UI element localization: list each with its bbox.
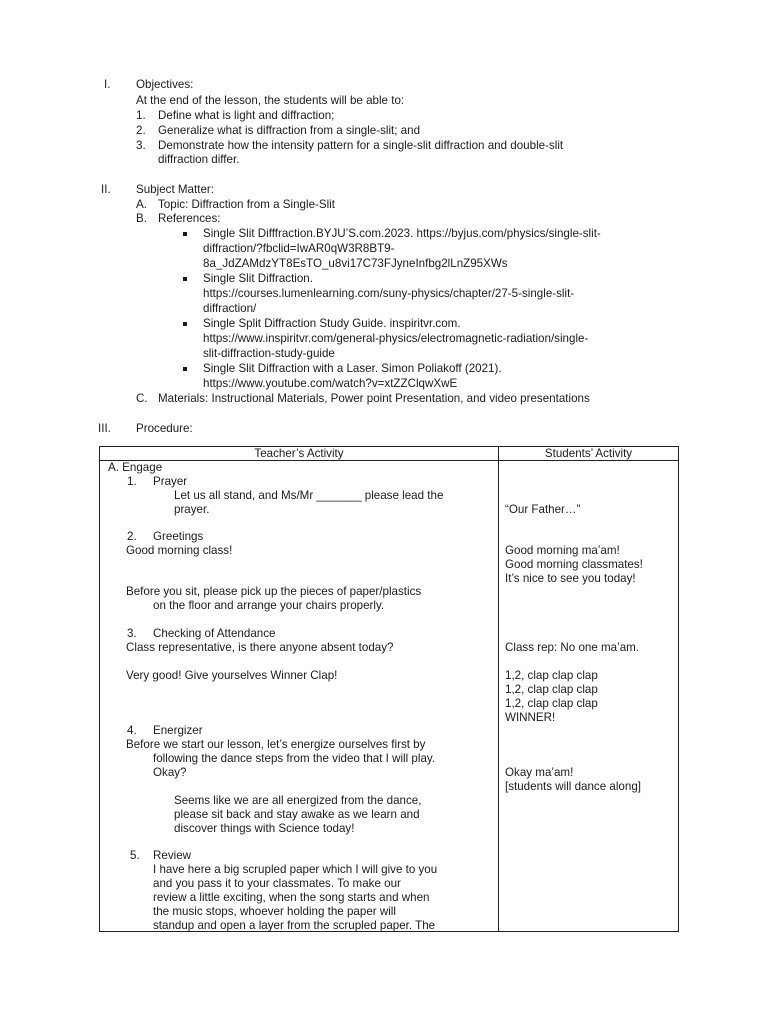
paper-line-1: Before you sit, please pick up the pieces of paper/plastics xyxy=(126,585,422,598)
student-greet-1: Good morning ma’am! xyxy=(505,544,620,557)
attendance-num: 3. xyxy=(127,627,137,640)
review-line-2: and you pass it to your classmates. To make our xyxy=(153,877,401,890)
energized-line-2: please sit back and stay awake as we learn and xyxy=(174,808,420,821)
references-title: References: xyxy=(158,212,221,225)
greetings-num: 2. xyxy=(127,530,137,543)
objective-1: Define what is light and diffraction; xyxy=(158,109,335,122)
prayer-line-2: prayer. xyxy=(174,503,210,516)
paper-line-2: on the floor and arrange your chairs properly. xyxy=(153,599,385,612)
reference-3-line-3: slit-diffraction-study-guide xyxy=(203,347,335,360)
review-num: 5. xyxy=(130,849,140,862)
attendance-line: Class representative, is there anyone absent today? xyxy=(126,641,394,654)
objectives-intro: At the end of the lesson, the students will be able to: xyxy=(136,94,405,107)
reference-1-line-1: Single Slit Difffraction.BYJU’S.com.2023. https://byjus.com/physics/single-slit- xyxy=(203,227,601,240)
energizer-line-2: following the dance steps from the video that I will play. xyxy=(153,752,436,765)
reference-1-line-2: diffraction/?fbclid=IwAR0qW3R8BT9- xyxy=(203,242,395,255)
topic-label: A. xyxy=(136,198,147,211)
student-clap-3: 1,2, clap clap clap xyxy=(505,697,598,710)
section-2-numeral: II. xyxy=(101,183,111,196)
objective-3-num: 3. xyxy=(136,139,146,152)
section-1-title: Objectives: xyxy=(136,78,194,91)
bullet-icon xyxy=(183,367,187,371)
materials: Materials: Instructional Materials, Power point Presentation, and video presentations xyxy=(158,392,590,405)
review-title: Review xyxy=(153,849,192,862)
student-greet-3: It’s nice to see you today! xyxy=(505,572,636,585)
objective-2-num: 2. xyxy=(136,124,146,137)
review-line-1: I have here a big scrupled paper which I will give to you xyxy=(153,863,438,876)
prayer-line-1: Let us all stand, and Ms/Mr _______ please lead the xyxy=(174,489,444,502)
objective-3-line-2: diffraction differ. xyxy=(158,153,240,166)
reference-2-line-2: https://courses.lumenlearning.com/suny-physics/chapter/27-5-single-slit- xyxy=(203,287,575,300)
reference-2-line-1: Single Slit Diffraction. xyxy=(203,272,313,285)
materials-label: C. xyxy=(136,392,148,405)
greetings-title: Greetings xyxy=(153,530,204,543)
energized-line-1: Seems like we are all energized from the dance, xyxy=(174,794,422,807)
review-line-4: the music stops, whoever holding the paper will xyxy=(153,905,396,918)
section-2-title: Subject Matter: xyxy=(136,183,214,196)
clap-line: Very good! Give yourselves Winner Clap! xyxy=(126,669,338,682)
bullet-icon xyxy=(183,232,187,236)
reference-2-line-3: diffraction/ xyxy=(203,302,257,315)
procedure-table xyxy=(99,446,679,932)
objective-3-line-1: Demonstrate how the intensity pattern for a single-slit diffraction and double-slit xyxy=(158,139,564,152)
references-label: B. xyxy=(136,212,147,225)
reference-3-line-1: Single Split Diffraction Study Guide. inspiritvr.com. xyxy=(203,317,461,330)
engage-heading: A. Engage xyxy=(108,461,163,474)
section-1-numeral: I. xyxy=(104,78,111,91)
student-prayer: “Our Father…” xyxy=(505,503,581,516)
energizer-line-3: Okay? xyxy=(153,766,187,779)
energized-line-3: discover things with Science today! xyxy=(174,822,355,835)
reference-1-line-3: 8a_JdZAMdzYT8EsTO_u8vi17C73FJyneInfbg2lLnZ95XWs xyxy=(203,257,508,270)
prayer-num: 1. xyxy=(127,475,137,488)
energizer-num: 4. xyxy=(127,724,137,737)
students-activity-cell xyxy=(499,461,679,932)
teacher-activity-header: Teacher’s Activity xyxy=(100,447,499,461)
student-clap-1: 1,2, clap clap clap xyxy=(505,669,598,682)
teacher-activity-cell xyxy=(100,461,499,932)
reference-3-line-2: https://www.inspiritvr.com/general-physics/electromagnetic-radiation/single- xyxy=(203,332,589,345)
prayer-title: Prayer xyxy=(153,475,188,488)
bullet-icon xyxy=(183,322,187,326)
student-greet-2: Good morning classmates! xyxy=(505,558,643,571)
reference-4-line-1: Single Slit Diffraction with a Laser. Simon Poliakoff (2021). xyxy=(203,362,502,375)
objective-1-num: 1. xyxy=(136,109,146,122)
students-activity-header: Students’ Activity xyxy=(499,447,679,461)
reference-4-line-2: https://www.youtube.com/watch?v=xtZZClqwXwE xyxy=(203,377,458,390)
objective-2: Generalize what is diffraction from a single-slit; and xyxy=(158,124,421,137)
energizer-line-1: Before we start our lesson, let’s energize ourselves first by xyxy=(126,738,426,751)
greetings-line: Good morning class! xyxy=(126,544,233,557)
student-energizer-2: [students will dance along] xyxy=(505,780,641,793)
bullet-icon xyxy=(183,277,187,281)
attendance-title: Checking of Attendance xyxy=(153,627,276,640)
student-attendance: Class rep: No one ma’am. xyxy=(505,641,640,654)
student-clap-4: WINNER! xyxy=(505,711,556,724)
section-3-title: Procedure: xyxy=(136,422,193,435)
energizer-title: Energizer xyxy=(153,724,203,737)
review-line-3: review a little exciting, when the song starts and when xyxy=(153,891,430,904)
section-3-numeral: III. xyxy=(98,422,111,435)
topic: Topic: Diffraction from a Single-Slit xyxy=(158,198,335,211)
student-clap-2: 1,2, clap clap clap xyxy=(505,683,598,696)
student-energizer-1: Okay ma’am! xyxy=(505,766,574,779)
review-line-5: standup and open a layer from the scrupled paper. The xyxy=(153,919,436,932)
